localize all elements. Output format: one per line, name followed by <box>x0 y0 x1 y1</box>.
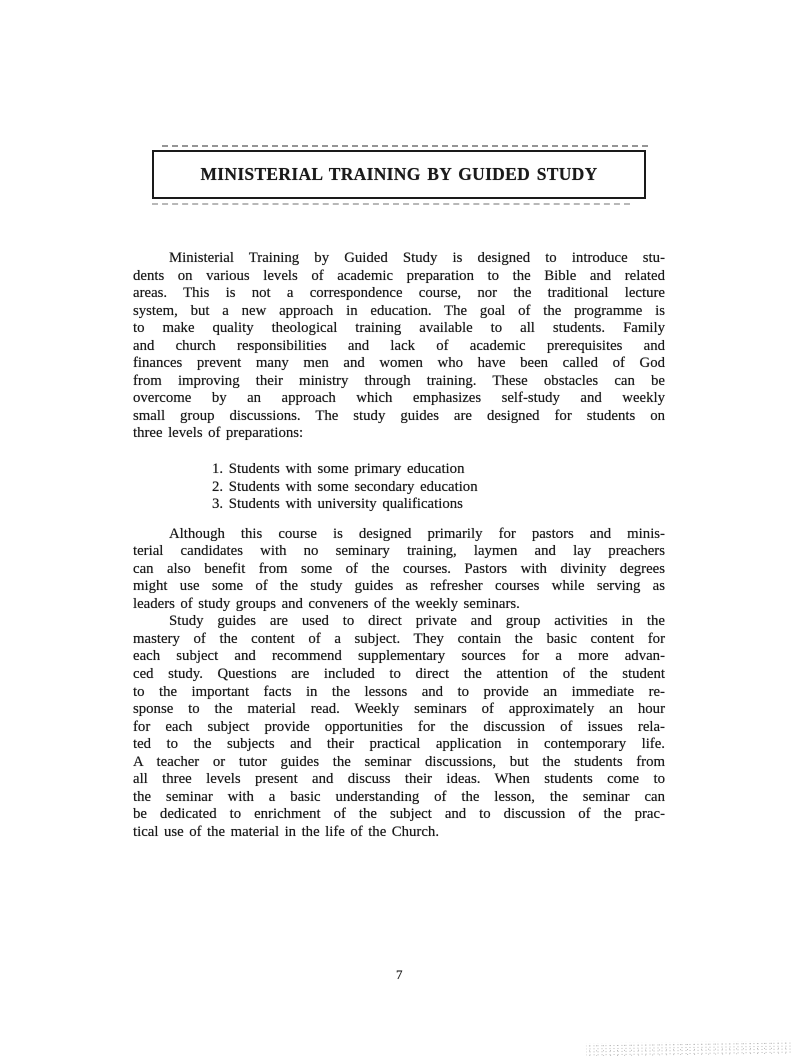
text-line: overcome by an approach which emphasizes self-study and weekly <box>133 390 665 407</box>
text-line: finances prevent many men and women who have been called of God <box>133 355 665 372</box>
text-line: for each subject provide opportunities for the discussion of issues rela- <box>133 718 665 735</box>
paragraph-audience <box>133 526 665 614</box>
text-line: mastery of the content of a subject. They contain the basic content for <box>133 630 665 647</box>
title-box <box>152 150 646 199</box>
text-line: Study guides are used to direct private and group activities in the <box>169 613 665 630</box>
list-item: 1. Students with some primary education <box>212 461 465 478</box>
paragraph-intro <box>133 250 665 443</box>
text-line: be dedicated to enrichment of the subject and to discussion of the prac- <box>133 806 665 823</box>
page-title: MINISTERIAL TRAINING BY GUIDED STUDY <box>200 164 598 184</box>
text-line: the seminar with a basic understanding of the lesson, the seminar can <box>133 788 665 805</box>
text-line: each subject and recommend supplementary sources for a more advan- <box>133 648 665 665</box>
text-line: and church responsibilities and lack of academic prerequisites and <box>133 337 665 354</box>
text-line: can also benefit from some of the courses. Pastors with divinity degrees <box>133 560 665 577</box>
content-column <box>133 250 665 842</box>
text-line: terial candidates with no seminary training, laymen and lay preachers <box>133 543 665 560</box>
list-item: 2. Students with some secondary education <box>212 478 478 495</box>
list-item: 3. Students with university qualifications <box>212 496 463 513</box>
text-line: system, but a new approach in education. The goal of the programme is <box>133 302 665 319</box>
paragraph-study-guides <box>133 613 665 841</box>
text-line: all three levels present and discuss their ideas. When students come to <box>133 771 665 788</box>
text-line: ced study. Questions are included to direct the attention of the student <box>133 666 665 683</box>
text-line: Although this course is designed primarily for pastors and minis- <box>169 525 665 542</box>
text-line: small group discussions. The study guides are designed for students on <box>133 407 665 424</box>
text-line: sponse to the material read. Weekly seminars of approximately an hour <box>133 701 665 718</box>
scan-noise-artifact <box>586 1041 791 1056</box>
preparation-levels-list <box>133 461 665 514</box>
text-line: ted to the subjects and their practical application in contemporary life. <box>133 736 665 753</box>
text-line: dents on various levels of academic preparation to the Bible and related <box>133 267 665 284</box>
text-line: areas. This is not a correspondence course, nor the traditional lecture <box>133 285 665 302</box>
text-line: leaders of study groups and conveners of the weekly seminars. <box>133 595 520 612</box>
text-line: from improving their ministry through training. These obstacles can be <box>133 372 665 389</box>
text-line: might use some of the study guides as refresher courses while serving as <box>133 578 665 595</box>
text-line: A teacher or tutor guides the seminar discussions, but the students from <box>133 753 665 770</box>
text-line: tical use of the material in the life of the Church. <box>133 823 440 840</box>
text-line: to the important facts in the lessons and to provide an immediate re- <box>133 683 665 700</box>
text-line: Ministerial Training by Guided Study is designed to introduce stu- <box>169 250 665 266</box>
text-line: three levels of preparations: <box>133 425 304 442</box>
page-number: 7 <box>396 967 403 982</box>
text-line: to make quality theological training available to all students. Family <box>133 320 665 337</box>
